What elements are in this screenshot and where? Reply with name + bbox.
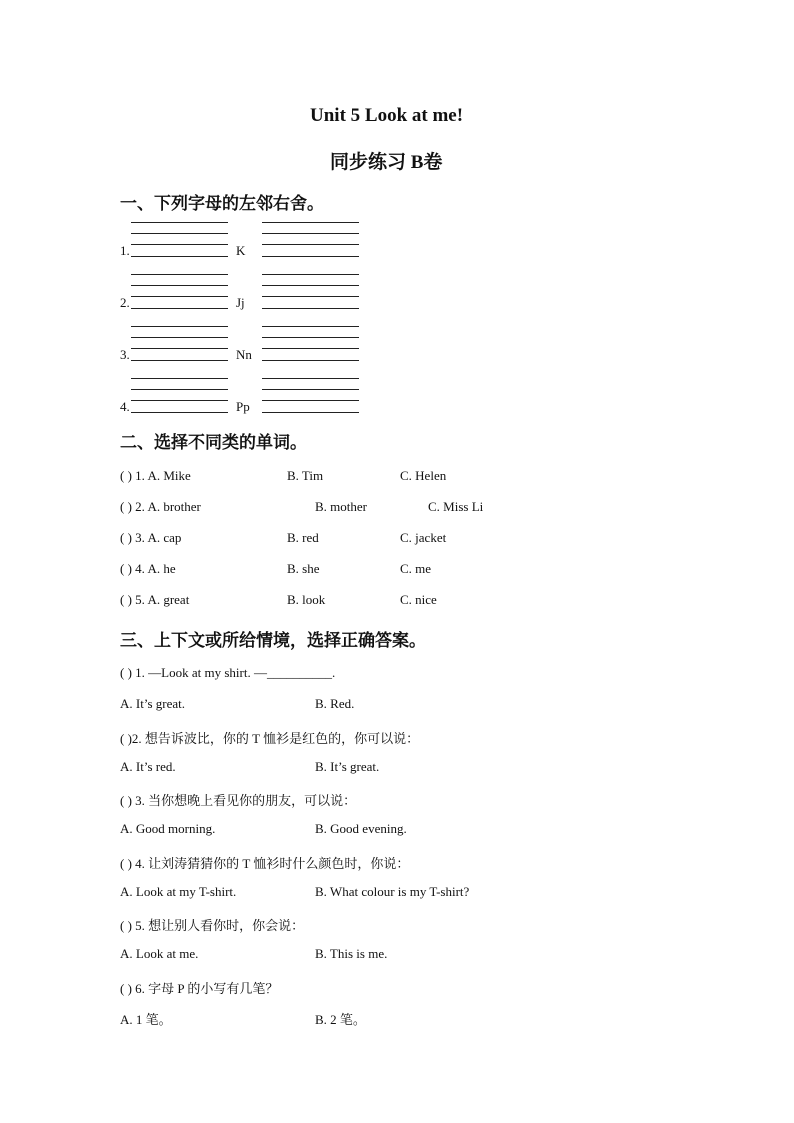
- section1-heading: 一、下列字母的左邻右舍。: [120, 194, 324, 213]
- answer-line[interactable]: [262, 400, 359, 401]
- answer-line[interactable]: [262, 326, 359, 327]
- answer-line[interactable]: [131, 256, 228, 257]
- option-c: C. nice: [400, 592, 437, 607]
- row-number: 4.: [120, 399, 130, 414]
- option-b: B. mother: [315, 499, 367, 514]
- answer-line[interactable]: [262, 308, 359, 309]
- answer-line[interactable]: [131, 348, 228, 349]
- answer-line[interactable]: [262, 233, 359, 234]
- option-b: B. It’s great.: [315, 759, 380, 774]
- option-b: B. Tim: [287, 468, 324, 483]
- question-option-a: ( ) 2. A. brother: [120, 499, 201, 514]
- answer-line[interactable]: [262, 360, 359, 361]
- center-letter: Pp: [236, 399, 250, 414]
- answer-line[interactable]: [262, 274, 359, 275]
- option-b: B. Red.: [315, 696, 355, 711]
- page-subtitle: 同步练习 B卷: [330, 152, 443, 173]
- row-number: 1.: [120, 243, 130, 258]
- option-a: A. Look at my T-shirt.: [120, 884, 237, 899]
- answer-line[interactable]: [131, 378, 228, 379]
- option-b: B. What colour is my T-shirt?: [315, 884, 470, 899]
- question-text: ( ) 6. 字母 P 的小写有几笔？: [120, 981, 279, 996]
- question-text: ( ) 5. 想让别人看你时，你会说：: [120, 918, 305, 933]
- option-c: C. jacket: [400, 530, 447, 545]
- answer-line[interactable]: [131, 400, 228, 401]
- answer-line[interactable]: [131, 326, 228, 327]
- answer-line[interactable]: [131, 222, 228, 223]
- row-number: 3.: [120, 347, 130, 362]
- option-b: B. she: [287, 561, 320, 576]
- answer-line[interactable]: [131, 244, 228, 245]
- answer-line[interactable]: [131, 308, 228, 309]
- page-title: Unit 5 Look at me!: [310, 105, 464, 126]
- option-a: A. Look at me.: [120, 946, 199, 961]
- answer-line[interactable]: [262, 378, 359, 379]
- question-text: ( )2. 想告诉波比，你的 T 恤衫是红色的，你可以说：: [120, 731, 420, 746]
- question-option-a: ( ) 5. A. great: [120, 592, 190, 607]
- section3-heading: 三、上下文或所给情境，选择正确答案。: [120, 631, 426, 650]
- section2-heading: 二、选择不同类的单词。: [120, 433, 307, 452]
- answer-line[interactable]: [131, 274, 228, 275]
- center-letter: K: [236, 243, 246, 258]
- answer-line[interactable]: [131, 233, 228, 234]
- option-a: A. 1 笔。: [120, 1012, 172, 1027]
- answer-line[interactable]: [262, 412, 359, 413]
- option-a: A. It’s red.: [120, 759, 176, 774]
- answer-line[interactable]: [131, 337, 228, 338]
- answer-line[interactable]: [262, 389, 359, 390]
- question-option-a: ( ) 3. A. cap: [120, 530, 182, 545]
- answer-line[interactable]: [131, 285, 228, 286]
- answer-line[interactable]: [131, 389, 228, 390]
- answer-line[interactable]: [262, 337, 359, 338]
- question-text: ( ) 4. 让刘涛猜猜你的 T 恤衫时什么颜色时，你说：: [120, 856, 410, 871]
- option-c: C. Helen: [400, 468, 447, 483]
- center-letter: Nn: [236, 347, 252, 362]
- answer-line[interactable]: [131, 360, 228, 361]
- question-option-a: ( ) 1. A. Mike: [120, 468, 191, 483]
- option-b: B. Good evening.: [315, 821, 407, 836]
- question-text: ( ) 3. 当你想晚上看见你的朋友，可以说：: [120, 793, 357, 808]
- option-c: C. Miss Li: [428, 499, 484, 514]
- answer-line[interactable]: [131, 296, 228, 297]
- answer-line[interactable]: [262, 285, 359, 286]
- answer-line[interactable]: [262, 348, 359, 349]
- option-a: A. It’s great.: [120, 696, 185, 711]
- answer-line[interactable]: [131, 412, 228, 413]
- answer-line[interactable]: [262, 256, 359, 257]
- question-text: ( ) 1. —Look at my shirt. —__________.: [120, 665, 336, 680]
- option-b: B. red: [287, 530, 319, 545]
- option-a: A. Good morning.: [120, 821, 216, 836]
- answer-line[interactable]: [262, 296, 359, 297]
- option-c: C. me: [400, 561, 432, 576]
- answer-line[interactable]: [262, 244, 359, 245]
- answer-line[interactable]: [262, 222, 359, 223]
- option-b: B. 2 笔。: [315, 1012, 366, 1027]
- row-number: 2.: [120, 295, 130, 310]
- center-letter: Jj: [236, 295, 245, 310]
- option-b: B. look: [287, 592, 326, 607]
- option-b: B. This is me.: [315, 946, 388, 961]
- question-option-a: ( ) 4. A. he: [120, 561, 176, 576]
